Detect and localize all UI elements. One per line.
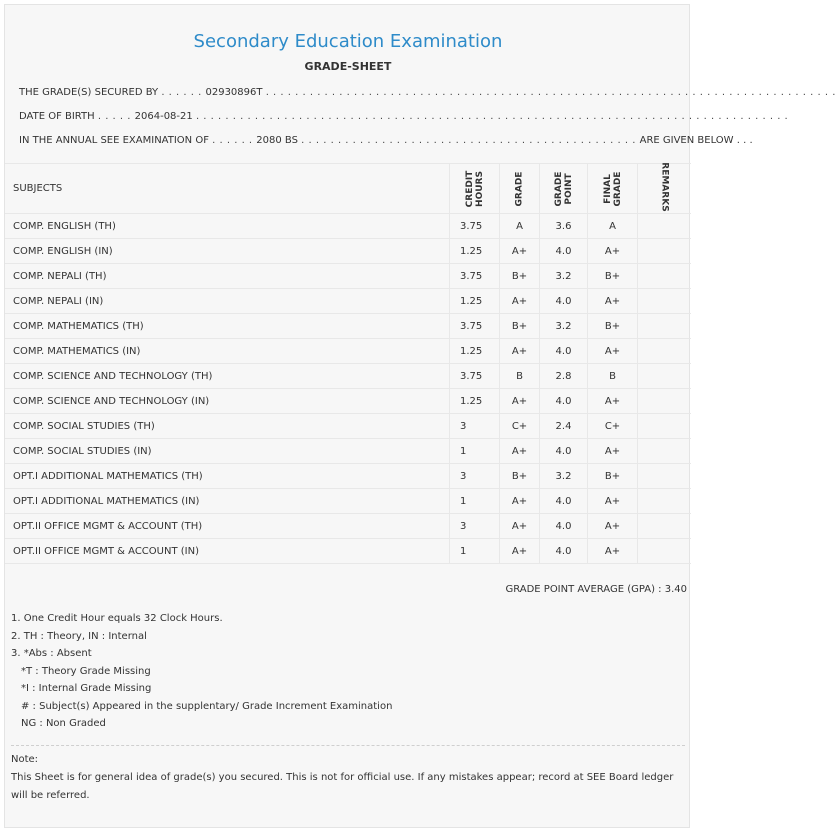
remarks-cell [637,339,691,363]
grade-cell: B+ [499,264,539,288]
remarks-cell [637,539,691,563]
grade-point-cell: 3.2 [539,264,587,288]
credit-hours-cell: 3 [449,514,499,538]
note-item: *T : Theory Grade Missing [21,665,151,677]
credit-hours-cell: 3 [449,414,499,438]
final-grade-cell: B+ [587,464,637,488]
final-grade-cell: A+ [587,289,637,313]
table-body [5,213,691,563]
credit-hours-cell: 1.25 [449,289,499,313]
final-grade-cell: A+ [587,514,637,538]
table-row [5,438,691,463]
header-subjects: SUBJECTS [13,183,63,194]
secured-by-label: THE GRADE(S) SECURED BY [19,87,159,98]
credit-hours-cell: 1.25 [449,339,499,363]
grade-point-cell: 4.0 [539,439,587,463]
header-grade-point: GRADE POINT [539,164,587,213]
table-row [5,338,691,363]
grade-point-cell: 4.0 [539,389,587,413]
info-secured-by: THE GRADE(S) SECURED BY . . . . . . 02930896T . . . . . . . . . . . . . . . . . . . . . . . . . . . . . . . . . . . . . . . . . . . . . . . . . . . . . . . . . . . . . . . . . . . . . . . . . . . . . . [19,87,836,98]
grade-cell: A+ [499,239,539,263]
remarks-cell [637,464,691,488]
divider [11,745,685,746]
final-grade-cell: B+ [587,314,637,338]
note-item: 2. TH : Theory, IN : Internal [11,630,147,642]
grade-point-cell: 2.8 [539,364,587,388]
grade-cell: A+ [499,289,539,313]
remarks-cell [637,514,691,538]
final-grade-cell: C+ [587,414,637,438]
grade-cell: A+ [499,389,539,413]
table-row [5,388,691,413]
given-below: ARE GIVEN BELOW . . . [639,135,753,146]
footnote [11,751,687,805]
grade-cell: A+ [499,339,539,363]
page-subtitle: GRADE-SHEET [304,60,392,73]
exam-value: 2080 BS [256,135,298,146]
subject-cell: COMP. ENGLISH (TH) [13,220,116,232]
remarks-cell [637,214,691,238]
info-dob: DATE OF BIRTH . . . . . 2064-08-21 . . . . . . . . . . . . . . . . . . . . . . . . . . . . . . . . . . . . . . . . . . . . . . . . . . . . . . . . . . . . . . . . . . . . . . . . . . . . . . . . . [19,111,789,122]
note-item: *I : Internal Grade Missing [21,683,152,694]
final-grade-cell: A+ [587,539,637,563]
exam-label: IN THE ANNUAL SEE EXAMINATION OF [19,135,209,146]
header-grade: GRADE [499,164,539,213]
remarks-cell [637,439,691,463]
grade-cell: A+ [499,539,539,563]
table-row [5,238,691,263]
gpa-value: 3.40 [664,584,687,595]
subject-cell: COMP. NEPALI (IN) [13,295,104,307]
credit-hours-cell: 1 [449,489,499,513]
credit-hours-cell: 3 [449,464,499,488]
table-row [5,413,691,438]
remarks-cell [637,489,691,513]
table-row [5,288,691,313]
note-item: 1. One Credit Hour equals 32 Clock Hours. [11,613,223,624]
subject-cell: COMP. MATHEMATICS (TH) [13,320,144,332]
note-item: NG : Non Graded [21,718,106,729]
table-header-row [5,163,691,213]
dob-value: 2064-08-21 [134,111,193,122]
header-credit-hours: CREDIT HOURS [449,164,499,213]
remarks-cell [637,239,691,263]
grade-cell: B [499,364,539,388]
table-row [5,213,691,238]
grade-cell: A+ [499,514,539,538]
credit-hours-cell: 1.25 [449,239,499,263]
table-row [5,538,691,563]
grade-point-cell: 2.4 [539,414,587,438]
subject-cell: OPT.II OFFICE MGMT & ACCOUNT (IN) [13,545,199,557]
gpa-row [5,563,691,615]
info-exam: IN THE ANNUAL SEE EXAMINATION OF . . . . . . 2080 BS . . . . . . . . . . . . . . . . . . . . . . . . . . . . . . . . . . . . . . . . . . . . . . ARE GIVEN BELOW . . . [19,135,753,146]
final-grade-cell: B+ [587,264,637,288]
grade-cell: A+ [499,489,539,513]
table-row [5,488,691,513]
grade-point-cell: 3.2 [539,464,587,488]
remarks-cell [637,289,691,313]
grade-point-cell: 4.0 [539,539,587,563]
credit-hours-cell: 3.75 [449,264,499,288]
grade-sheet [4,4,836,828]
note-item: # : Subject(s) Appeared in the supplentary/ Grade Increment Examination [21,700,393,712]
credit-hours-cell: 1 [449,539,499,563]
final-grade-cell: B [587,364,637,388]
table-row [5,363,691,388]
subject-cell: COMP. ENGLISH (IN) [13,245,113,257]
page-title: Secondary Education Examination [193,31,503,52]
remarks-cell [637,364,691,388]
subject-cell: COMP. SCIENCE AND TECHNOLOGY (IN) [13,395,210,407]
secured-by-value: 02930896T [205,87,263,98]
remarks-cell [637,389,691,413]
remarks-cell [637,264,691,288]
dob-label: DATE OF BIRTH [19,111,95,122]
subject-cell: COMP. SCIENCE AND TECHNOLOGY (TH) [13,370,213,382]
credit-hours-cell: 3.75 [449,364,499,388]
credit-hours-cell: 1 [449,439,499,463]
table-row [5,463,691,488]
note-item: 3. *Abs : Absent [11,648,92,659]
subject-cell: COMP. NEPALI (TH) [13,270,107,282]
grades-table [5,163,691,615]
remarks-cell [637,414,691,438]
header-remarks: REMARKS [637,164,691,213]
subject-cell: OPT.I ADDITIONAL MATHEMATICS (TH) [13,470,203,482]
grade-point-cell: 4.0 [539,489,587,513]
grade-point-cell: 4.0 [539,239,587,263]
credit-hours-cell: 1.25 [449,389,499,413]
grade-point-cell: 4.0 [539,289,587,313]
note-label: Note: [11,754,39,765]
credit-hours-cell: 3.75 [449,314,499,338]
grade-cell: B+ [499,314,539,338]
grade-point-cell: 3.6 [539,214,587,238]
final-grade-cell: A+ [587,389,637,413]
note-text: This Sheet is for general idea of grade(s) you secured. This is not for official use. If any mistakes appear; record at SEE Board ledger will be referred. [11,772,674,801]
final-grade-cell: A+ [587,489,637,513]
final-grade-cell: A+ [587,339,637,363]
credit-hours-cell: 3.75 [449,214,499,238]
subject-cell: COMP. MATHEMATICS (IN) [13,345,141,357]
gpa-label: GRADE POINT AVERAGE (GPA) : [505,584,662,595]
final-grade-cell: A+ [587,239,637,263]
final-grade-cell: A+ [587,439,637,463]
grade-cell: A [499,214,539,238]
grade-point-cell: 4.0 [539,339,587,363]
table-row [5,313,691,338]
final-grade-cell: A [587,214,637,238]
subject-cell: COMP. SOCIAL STUDIES (TH) [13,420,155,432]
grade-point-cell: 4.0 [539,514,587,538]
grade-cell: C+ [499,414,539,438]
grade-point-cell: 3.2 [539,314,587,338]
table-row [5,263,691,288]
subject-cell: OPT.II OFFICE MGMT & ACCOUNT (TH) [13,520,203,532]
grade-cell: B+ [499,464,539,488]
header-final-grade: FINAL GRADE [587,164,637,213]
gpa-text [505,584,687,595]
subject-cell: OPT.I ADDITIONAL MATHEMATICS (IN) [13,495,200,507]
notes-list [11,610,392,733]
table-row [5,513,691,538]
subject-cell: COMP. SOCIAL STUDIES (IN) [13,445,152,457]
remarks-cell [637,314,691,338]
grade-cell: A+ [499,439,539,463]
